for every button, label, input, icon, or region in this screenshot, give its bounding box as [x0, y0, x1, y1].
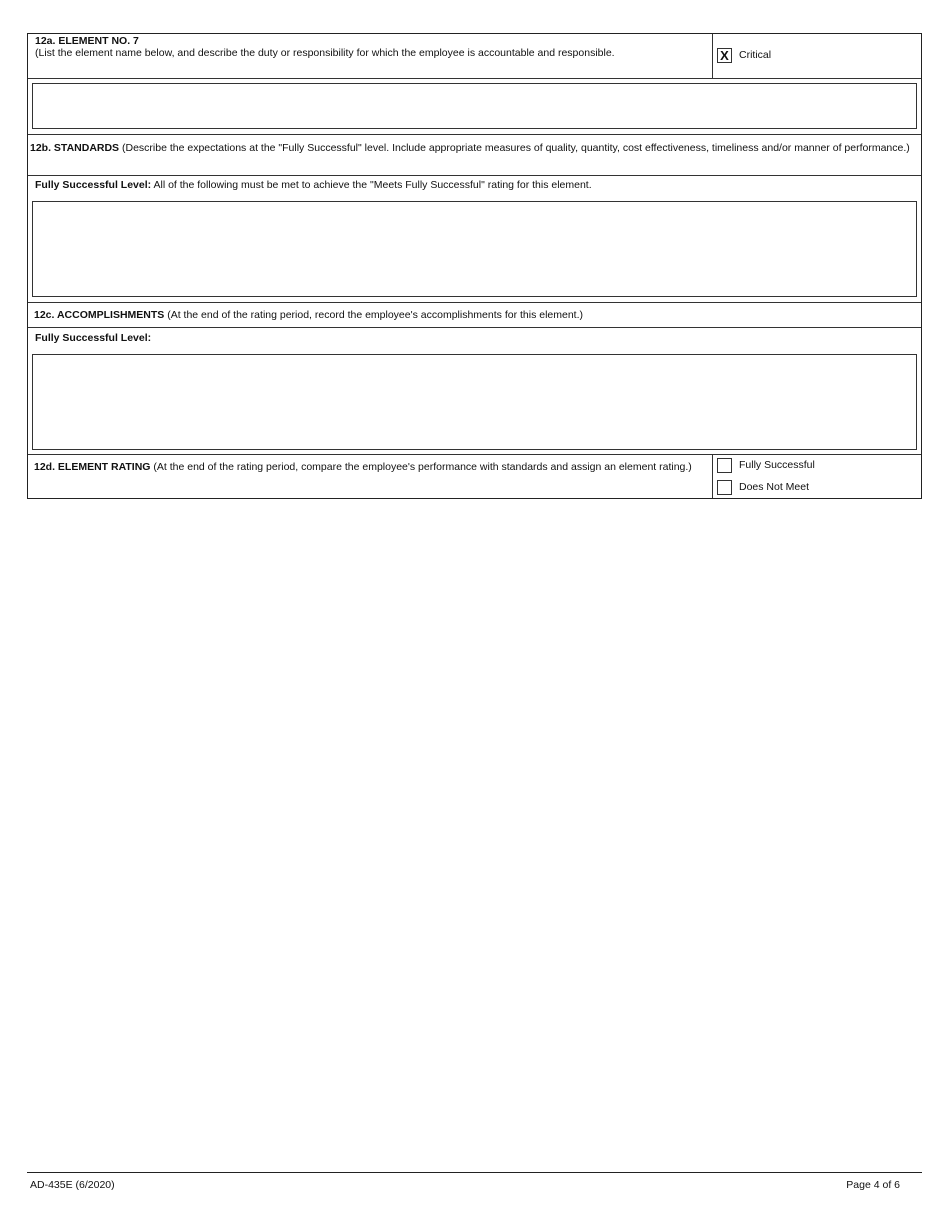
- rating-heading: 12d. ELEMENT RATING (At the end of the rating period, compare the employee's performance with standards and assign an element rating.): [34, 461, 692, 473]
- row-divider-2: [28, 134, 921, 135]
- form-id: AD-435E (6/2020): [30, 1179, 115, 1191]
- accomplishments-field[interactable]: [32, 354, 917, 450]
- row-divider-3: [28, 175, 921, 176]
- row-divider-6: [28, 454, 921, 455]
- fully-successful-checkbox[interactable]: [717, 458, 732, 473]
- rating-divider: [712, 455, 713, 498]
- row-divider-4: [28, 302, 921, 303]
- row-divider-5: [28, 327, 921, 328]
- critical-checkbox[interactable]: X: [717, 48, 732, 63]
- element-instruction: (List the element name below, and describe the duty or responsibility for which the employee is accountable and responsible.: [35, 47, 615, 59]
- accomplishments-level-label: Fully Successful Level:: [35, 332, 152, 344]
- accomplishments-heading: 12c. ACCOMPLISHMENTS (At the end of the rating period, record the employee's accomplishments for this element.): [34, 309, 584, 321]
- fully-successful-label: Fully Successful: [739, 459, 815, 471]
- row-divider-1: [28, 78, 921, 79]
- standards-heading: 12b. STANDARDS (Describe the expectations at the "Fully Successful" level. Include appropriate measures of quality, quantity, cost effectiveness, timeliness and/or manner of performance.): [30, 142, 910, 154]
- standards-level-label: Fully Successful Level: All of the following must be met to achieve the "Meets Fully Successful" rating for this element.: [35, 179, 592, 191]
- does-not-meet-label: Does Not Meet: [739, 481, 810, 493]
- critical-divider: [712, 34, 713, 78]
- element-name-field[interactable]: [32, 83, 917, 129]
- element-heading: 12a. ELEMENT NO. 7: [35, 35, 139, 47]
- critical-label: Critical: [739, 49, 772, 61]
- page-number: Page 4 of 6: [846, 1179, 900, 1191]
- footer-rule: [27, 1172, 922, 1173]
- does-not-meet-checkbox[interactable]: [717, 480, 732, 495]
- standards-field[interactable]: [32, 201, 917, 297]
